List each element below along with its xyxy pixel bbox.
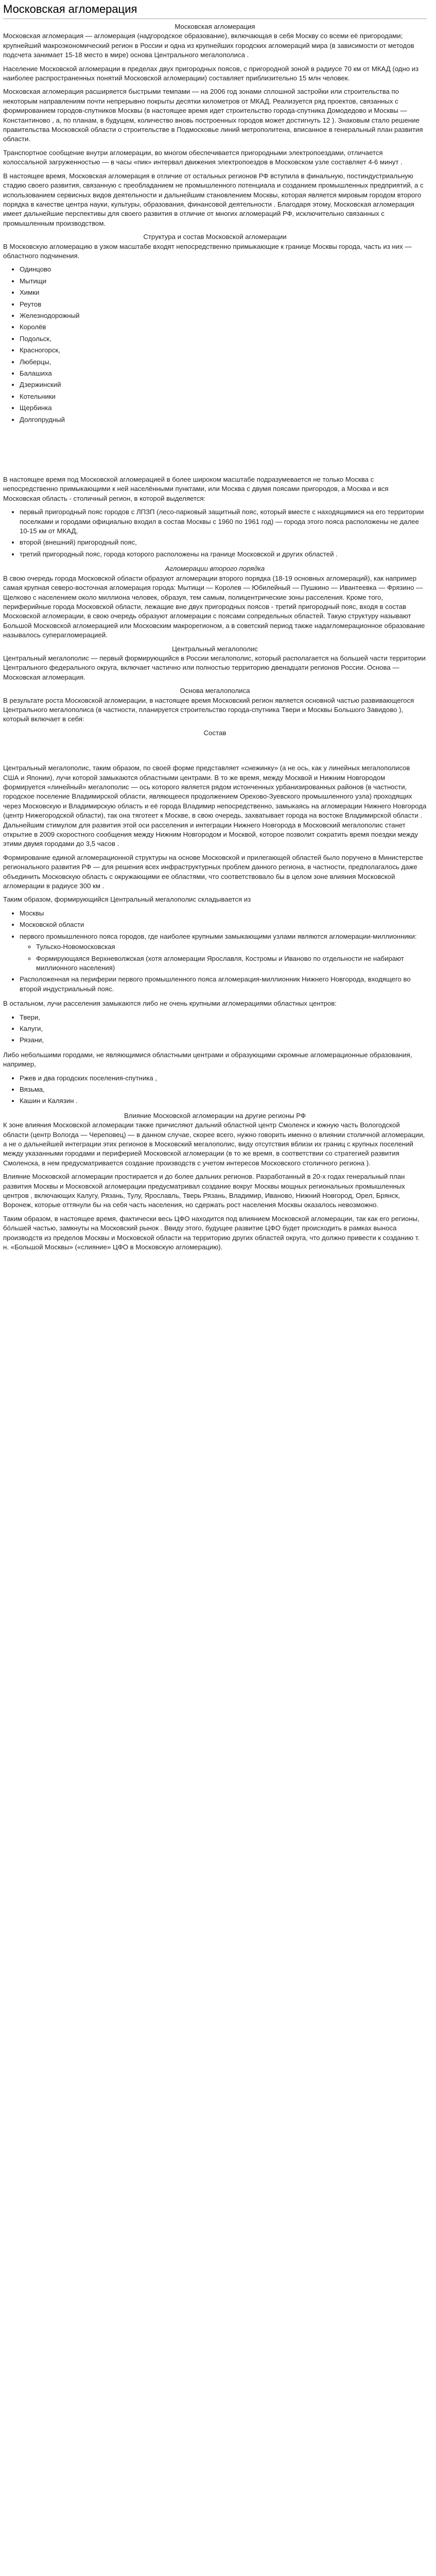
list-item: • Подольск, bbox=[20, 334, 427, 344]
influence-paragraph: К зоне влияния Московской агломерации также причисляют дальний областной центр Смоленск и южную часть Вологодской области (центр Вологда — Череповец) — в данном случае, скорее всего, нужно говорить именно о влиянии столичной агломерации, а не о дальнейшей интеграции этих регионов в Московский мегалополис, виду отсутствия вблизи их границ с крупных поселений между указанными городами и периферией Московской агломерации (в то же время, в соответствии со стратегией развития Смоленска, в нем предусматривается создание производств с учетом интересов Московского столичного региона ). bbox=[3, 1121, 425, 1167]
blank-space bbox=[3, 430, 427, 475]
list-item: • Химки bbox=[20, 288, 427, 297]
small-cities-list bbox=[3, 1074, 427, 1106]
settlement-intro: В остальном, лучи расселения замыкаются либо не очень крупными агломерациями областных центров: bbox=[3, 999, 337, 1008]
list-item: • Балашиха bbox=[20, 369, 427, 378]
list-item: ◦ Тульско-Новомосковская bbox=[36, 942, 427, 952]
small-intro: Либо небольшими городами, не являющимися областными центрами и образующими скромные агломерационные образования, например, bbox=[3, 1050, 412, 1069]
consists-intro: Таким образом, формирующийся Центральный мегалополис складывается из bbox=[3, 895, 251, 904]
second-order-heading: Агломерации второго порядка bbox=[165, 565, 265, 573]
list-item: • третий пригородный пояс, города которого расположены на границе Московской и других областей . bbox=[20, 550, 427, 559]
intro-paragraph: Население Московской агломерации в пределах двух пригородных поясов, с пригородной зоной в радиусе 70 км от МКАД (одно из наиболее распространенных понятий Московской агломерации) составляет приблизительно 15 млн человек. bbox=[3, 64, 419, 82]
list-item-text: первого промышленного пояса городов, где наиболее крупными замыкающими узлами являются агломерации-миллионники: bbox=[20, 932, 417, 940]
list-item: • Долгопрудный bbox=[20, 415, 427, 425]
list-item: • Одинцово bbox=[20, 265, 427, 274]
intro-paragraph: Транспортное сообщение внутри агломерации, во многом обеспечивается пригородными электропоездами, отличается колоссальной загруженностью — в часы «пик» интервал движения электропоездов в Московском узле составляет 4-6 минут . bbox=[3, 148, 403, 166]
list-item: • Железнодорожный bbox=[20, 311, 427, 320]
list-item: • Королёв bbox=[20, 323, 427, 332]
list-item: • Люберцы, bbox=[20, 358, 427, 367]
intro-section bbox=[3, 31, 427, 228]
list-item: • Рязани, bbox=[20, 1036, 427, 1045]
cities-list bbox=[3, 265, 427, 425]
megalopolis-heading: Центральный мегалополис bbox=[172, 645, 258, 653]
composition-heading: Состав bbox=[203, 728, 226, 737]
second-order-paragraph: В свою очередь города Московской области образуют агломерации второго порядка (18-19 основных агломераций), как например самая крупная северо-восточная агломерация города: Мытищи — Королев — Юбилейный — Пушкино — Ивантеевка — Фрязино — Щелково с населением около миллиона человек, образуя, тем самым, полицентрические зоны расселения. Кроме того, периферийные города Московской области, лежащие вне двух пригородных поясов - третий пригородный пояс, входя в состав Московской агломерации, в свою очередь образуют агломерации с поясами сопредельных областей. Такую структуру называют Большой Московской агломерацией или Московским макрорегионом, а в советский период также надагломерационное образование называлось суперагломерацией. bbox=[3, 574, 425, 639]
list-item: • Твери, bbox=[20, 1013, 427, 1022]
structure-heading: Структура и состав Московской агломерации bbox=[143, 233, 287, 241]
structure-intro: В Московскую агломерацию в узком масштабе входят непосредственно примыкающие к границе Москвы города, часть из них — областного подчинения. bbox=[3, 242, 412, 260]
basis-heading: Основа мегалополиса bbox=[180, 687, 250, 695]
list-item: ◦ Формирующаяся Верхневолжская (хотя агломерации Ярославля, Костромы и Иваново по отдельности не набирают миллионного населения) bbox=[36, 954, 427, 973]
list-item: • Ржев и два городских поселения-спутника , bbox=[20, 1074, 427, 1083]
list-item: • первый пригородный пояс городов с ЛПЗП (лесо-парковый защитный пояс, который вместе с находящимися на его территории поселками и городами официально входил в состав Москвы с 1960 по 1961 год) — города этого пояса расположены не далее 10-15 км от МКАД, bbox=[20, 507, 427, 536]
list-item: • Вязьма, bbox=[20, 1085, 427, 1094]
broad-paragraph: В настоящее время под Московской агломерацией в более широком масштабе подразумевается не только Москва с непосредственно примыкающими к ней населёнными пунктами, или Москва с двумя поясами пригородов, а Москва и вся Московская область - столичный регион, в которой выделяется: bbox=[3, 476, 389, 502]
list-item: • Расположенная на периферии первого промышленного пояса агломерация-миллионник Нижнего Новгорода, входящего во второй индустриальный пояс. bbox=[20, 975, 427, 994]
list-item: • Москвы bbox=[20, 909, 427, 918]
list-item: • Мытищи bbox=[20, 277, 427, 286]
composition-paragraph: Формирование единой агломерационной структуры на основе Московской и прилегающей областей было поручено в Министерстве регионального развития РФ — для решения всех инфраструктурных проблем данного региона, в частности, предполагалось даже объединить Московскую область с окружающими ее областями, что соответствовало бы в целом зоне влияния Московской агломерации в радиусе 300 км . bbox=[3, 853, 423, 890]
consists-list bbox=[3, 909, 427, 994]
list-item: • Кашин и Калязин . bbox=[20, 1096, 427, 1106]
nested-list bbox=[20, 942, 427, 973]
composition-paragraph: Центральный мегалополис, таким образом, по своей форме представляет «снежинку» (а не ось, как у линейных мегалополисов США и Японии), лучи которой замыкаются областными центрами. В то же время, между Москвой и Нижним Новгородом формируется «линейный» мегалополис — ось которого является рядом истонченных урбанизированных районов (в частности, городское поселение Владимирской области, являющееся продолжением Орехово-Зуевского промышленного узла) проходящих через Московскую и Владимирскую область и её города Владимир непосредственно, замыкаясь на агломерации Нижнего Новгорода (центр Нижегородской области), так она тяготеет к Москве, в свою очередь, захватывает города на востоке Владимирской области . Дальнейшим стимулом для развития этой оси расселения и интеграции Нижнего Новгорода в Московский мегалополис станет открытие в 2009 скоростного сообщения между Нижним Новгородом и Москвой, которое позволит сократить время поездки между этими двумя городами до 3,5 часов . bbox=[3, 764, 427, 848]
article bbox=[0, 2, 436, 1252]
list-item: • Щербинка bbox=[20, 403, 427, 413]
list-item: • Московской области bbox=[20, 920, 427, 929]
settlement-list bbox=[3, 1013, 427, 1045]
list-item: • Дзержинский bbox=[20, 380, 427, 389]
list-item: • Реутов bbox=[20, 300, 427, 309]
list-item: • Котельники bbox=[20, 392, 427, 401]
section-title: Московская агломерация bbox=[175, 23, 255, 30]
intro-paragraph: Московская агломерация расширяется быстрыми темпами — на 2006 год зонами сплошной застройки или строительства по некоторым направлениям почти непрерывно покрыты десятки километров от МКАД. Реализуется ряд проектов, связанных с формированием городов-спутников Москвы (в настоящее время идет строительство города-спутника Домодедово и Москвы — Константиново , а, по планам, в будущем, количество вновь построенных городов может достигнуть 12 ). Знаковым стало решение правительства Московской области о строительстве в Подмосковье линий метрополитена, вписанное в генеральный план развития области. bbox=[3, 88, 423, 143]
list-item: • Красногорск, bbox=[20, 346, 427, 355]
page-title: Московская агломерация bbox=[3, 2, 427, 19]
blank-space bbox=[3, 738, 427, 764]
megalopolis-paragraph: Центральный мегалополис — первый формирующийся в России мегалополис, который располагается на большей части территории Центрального федерального округа, включает частично или полностью территорию двенадцати регионов России. Основа — Московская агломерация. bbox=[3, 654, 426, 681]
list-item bbox=[20, 932, 427, 973]
influence-paragraph: Таким образом, в настоящее время, фактически весь ЦФО находится под влиянием Московской агломерации, так как его регионы, бóльшей частью, замкнуты на Московский рынок . Ввиду этого, будущее развитие ЦФО будет происходить в рамках выноса производств из пределов Москвы и Московской области на территорию других областей округа, что должно привести к созданию т. н. «Большой Москвы» («слияние» ЦФО в Московскую агломерацию). bbox=[3, 1214, 420, 1251]
list-item: • Калуги, bbox=[20, 1024, 427, 1033]
list-item: • второй (внешний) пригородный пояс, bbox=[20, 538, 427, 547]
influence-heading: Влияние Московской агломерации на другие регионы РФ bbox=[124, 1111, 306, 1120]
belts-list bbox=[3, 507, 427, 559]
influence-paragraph: Влияние Московской агломерации простирается и до более дальних регионов. Разработанный в 20-х годах генеральный план развития Москвы и Московской агломерации предусматривал создание вокруг Москвы мощных региональных промышленных центров , включающих Калугу, Рязань, Тулу, Ярославль, Тверь Рязань, Владимир, Иваново, Нижний Новгород, Орел, Брянск, Воронеж, которые оттянули бы на себя часть населения, но сдержать рост населения Москвы оказалось невозможно. bbox=[3, 1173, 405, 1209]
intro-paragraph: Московская агломерация — агломерация (надгородское образование), включающая в себя Москву со всеми её пригородами; крупнейший макроэкономический регион в России и одна из крупнейших городских агломераций мира (в зависимости от методов подсчета занимает 15-18 место в мире) основа Центрального мегалополиса . bbox=[3, 32, 414, 59]
basis-paragraph: В результате роста Московской агломерации, в настоящее время Московский регион является основной частью развивающегося Центрального мегалополиса (в частности, планируется строительство города-спутника Твери и Москвы Большого Завидово ), который включает в себя: bbox=[3, 696, 414, 723]
intro-paragraph: В настоящее время, Московская агломерация в отличие от остальных регионов РФ вступила в финальную, постиндустриальную стадию своего развития, связанную с преобладанием не промышленного потенциала и созданием промышленных предприятий, а с использованием сервисных видов деятельности и дальнейшим становлением Москвы, которая является мировым городом второго порядка в качестве центра науки, культуры, образования, финансовой деятельности . Благодаря этому, Московская агломерация имеет дальнейшие перспективы для своего развития в отличие от многих агломераций РФ, исключительно связанных с промышленным производством. bbox=[3, 172, 424, 227]
